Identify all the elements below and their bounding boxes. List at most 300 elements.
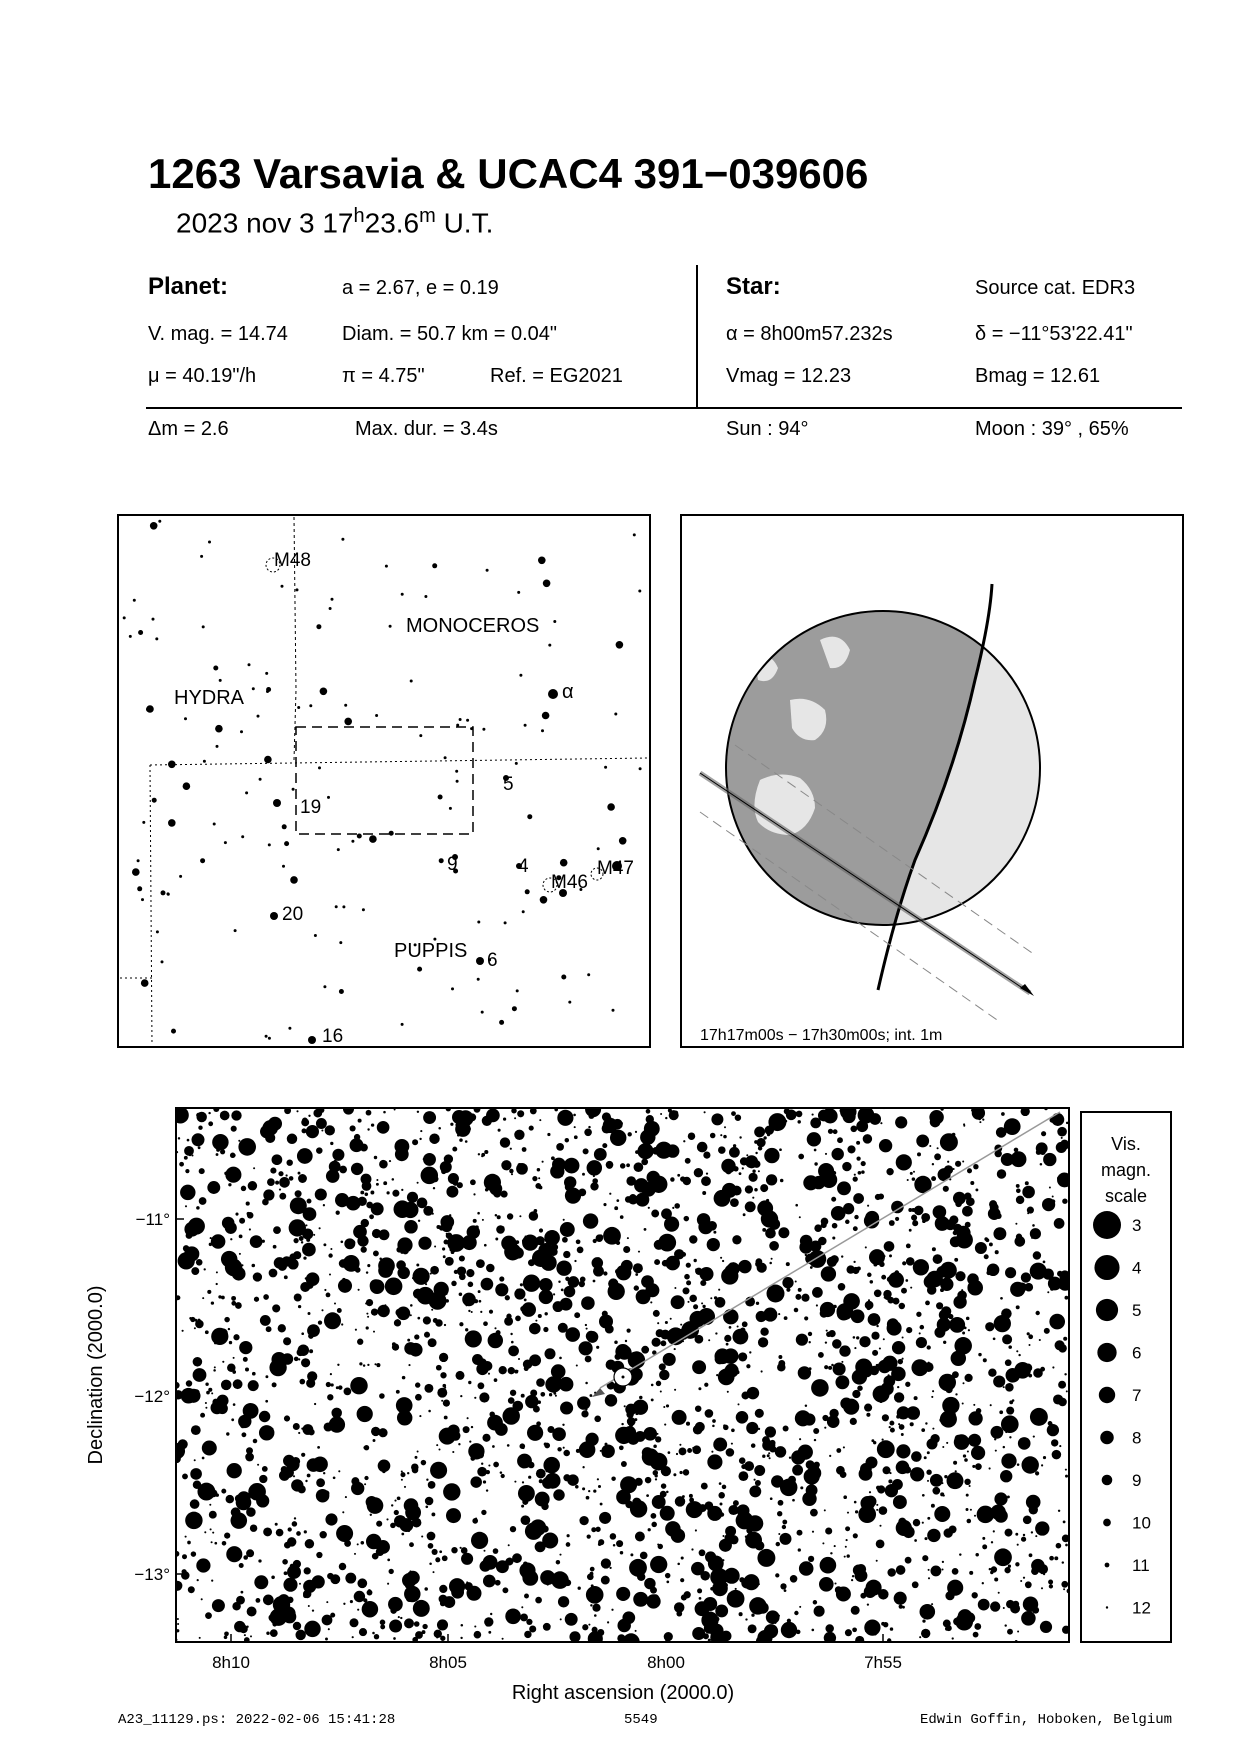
detail-star xyxy=(503,1117,506,1120)
detail-star xyxy=(361,1246,367,1252)
detail-star xyxy=(625,1340,627,1342)
detail-star xyxy=(1028,1520,1031,1523)
detail-star xyxy=(970,1181,974,1185)
detail-star xyxy=(732,1186,742,1196)
detail-star xyxy=(660,1340,666,1346)
detail-star xyxy=(259,1475,267,1483)
detail-star xyxy=(424,1332,430,1338)
detail-star xyxy=(653,1310,660,1317)
detail-star xyxy=(235,1302,242,1309)
finder-star xyxy=(553,620,556,623)
detail-star xyxy=(433,1571,435,1573)
detail-star xyxy=(837,1303,854,1320)
detail-star xyxy=(301,1332,304,1335)
detail-star xyxy=(197,1319,200,1322)
detail-star xyxy=(328,1628,330,1630)
detail-star xyxy=(682,1495,685,1498)
detail-star xyxy=(574,1312,580,1318)
finder-star xyxy=(200,555,203,558)
detail-star xyxy=(1065,1469,1067,1471)
detail-star xyxy=(828,1129,833,1134)
detail-star xyxy=(928,1569,930,1571)
detail-star xyxy=(714,1190,731,1207)
detail-star xyxy=(293,1560,301,1568)
detail-star xyxy=(777,1363,785,1371)
detail-star xyxy=(1051,1439,1058,1446)
detail-star xyxy=(739,1172,742,1175)
detail-star xyxy=(955,1393,957,1395)
x-tick-8h00: 8h00 xyxy=(647,1653,685,1672)
detail-star xyxy=(876,1364,879,1367)
detail-star xyxy=(642,1448,659,1465)
detail-star xyxy=(588,1631,603,1646)
detail-star xyxy=(511,1341,514,1344)
detail-star xyxy=(586,1331,597,1342)
detail-star xyxy=(770,1116,773,1119)
detail-star xyxy=(373,1250,379,1256)
detail-star xyxy=(889,1254,892,1257)
detail-star xyxy=(721,1574,729,1582)
detail-star xyxy=(479,1392,489,1402)
detail-star xyxy=(497,1215,501,1219)
detail-star xyxy=(1035,1471,1039,1475)
detail-star xyxy=(230,1153,236,1159)
detail-star xyxy=(919,1262,921,1264)
detail-star xyxy=(1015,1562,1019,1566)
detail-star xyxy=(758,1146,762,1150)
finder-star xyxy=(273,799,281,807)
detail-star xyxy=(478,1153,480,1155)
detail-star xyxy=(645,1477,651,1483)
detail-star xyxy=(861,1170,865,1174)
detail-star xyxy=(328,1253,332,1257)
detail-star xyxy=(934,1153,941,1160)
detail-star xyxy=(636,1289,651,1304)
detail-star xyxy=(994,1548,1012,1566)
detail-star xyxy=(510,1526,516,1532)
detail-star xyxy=(412,1139,418,1145)
detail-star xyxy=(797,1530,803,1536)
detail-star xyxy=(561,1289,564,1292)
detail-star xyxy=(1028,1334,1033,1339)
detail-star xyxy=(363,1446,366,1449)
detail-star xyxy=(590,1567,595,1572)
detail-star xyxy=(853,1226,858,1231)
detail-star xyxy=(1021,1456,1038,1473)
detail-star xyxy=(547,1133,550,1136)
detail-star xyxy=(247,1607,257,1617)
detail-star xyxy=(278,1324,286,1332)
detail-star xyxy=(432,1549,438,1555)
detail-star xyxy=(333,1476,336,1479)
detail-star xyxy=(512,1553,522,1563)
detail-star xyxy=(713,1231,716,1234)
detail-star xyxy=(743,1213,746,1216)
footer-author: Edwin Goffin, Hoboken, Belgium xyxy=(920,1712,1173,1728)
detail-star xyxy=(890,1627,893,1630)
detail-star xyxy=(574,1126,576,1128)
legend-dot-7 xyxy=(1099,1387,1115,1403)
detail-star xyxy=(1041,1464,1043,1466)
detail-star xyxy=(351,1163,363,1175)
star-vmag: Vmag = 12.23 xyxy=(726,365,852,387)
detail-star xyxy=(954,1258,958,1262)
detail-star xyxy=(330,1383,333,1386)
detail-star xyxy=(525,1523,542,1540)
detail-star xyxy=(1005,1431,1007,1433)
detail-star xyxy=(807,1132,821,1146)
detail-star xyxy=(312,1609,314,1611)
detail-star xyxy=(988,1368,996,1376)
detail-star xyxy=(366,1299,373,1306)
detail-star xyxy=(445,1292,447,1294)
detail-star xyxy=(856,1336,859,1339)
detail-star xyxy=(762,1455,765,1458)
detail-star xyxy=(585,1433,598,1446)
detail-star xyxy=(177,1623,179,1625)
detail-star xyxy=(516,1370,518,1372)
detail-star xyxy=(271,1576,275,1580)
detail-star xyxy=(825,1341,827,1343)
detail-star xyxy=(626,1432,628,1434)
finder-star xyxy=(424,595,427,598)
legend-label-8: 8 xyxy=(1132,1428,1142,1448)
detail-star xyxy=(699,1549,706,1556)
detail-star xyxy=(473,1219,477,1223)
detail-star xyxy=(253,1272,262,1281)
detail-star xyxy=(611,1476,615,1480)
detail-star xyxy=(212,1134,228,1150)
detail-star xyxy=(286,1257,290,1261)
detail-star xyxy=(307,1458,321,1472)
detail-star xyxy=(366,1534,381,1549)
detail-star xyxy=(345,1496,347,1498)
detail-star xyxy=(924,1456,927,1459)
legend-dot-4 xyxy=(1094,1255,1119,1280)
detail-star xyxy=(483,1555,498,1570)
detail-star xyxy=(674,1111,678,1115)
detail-star xyxy=(954,1434,970,1450)
detail-star xyxy=(715,1297,726,1308)
detail-star xyxy=(920,1325,925,1330)
detail-star xyxy=(505,1609,521,1625)
detail-star xyxy=(697,1213,710,1226)
detail-star xyxy=(231,1512,248,1529)
detail-star xyxy=(651,1513,657,1519)
detail-star xyxy=(808,1556,814,1562)
detail-star xyxy=(214,1235,220,1241)
detail-star xyxy=(525,1278,529,1282)
detail-star xyxy=(316,1147,322,1153)
finder-star xyxy=(616,641,624,649)
detail-star xyxy=(330,1142,333,1145)
detail-star xyxy=(523,1561,528,1566)
detail-star xyxy=(668,1451,671,1454)
detail-star xyxy=(593,1280,596,1283)
detail-star xyxy=(483,1575,496,1588)
detail-star xyxy=(883,1338,885,1340)
detail-star xyxy=(635,1431,646,1442)
detail-star xyxy=(422,1624,427,1629)
detail-star xyxy=(798,1288,802,1292)
legend-label-9: 9 xyxy=(1132,1471,1142,1490)
detail-star xyxy=(723,1369,725,1371)
detail-star xyxy=(754,1140,758,1144)
detail-star xyxy=(764,1148,779,1163)
detail-star xyxy=(744,1461,754,1471)
detail-star xyxy=(241,1432,246,1437)
detail-star xyxy=(301,1453,305,1457)
detail-star xyxy=(973,1164,978,1169)
detail-star xyxy=(231,1126,237,1132)
detail-star xyxy=(712,1419,716,1423)
detail-star xyxy=(593,1175,595,1177)
detail-star xyxy=(625,1501,633,1509)
detail-star xyxy=(605,1443,608,1446)
detail-star xyxy=(361,1541,365,1545)
detail-star xyxy=(973,1404,975,1406)
finder-star xyxy=(268,843,271,846)
detail-star xyxy=(339,1259,348,1268)
detail-star xyxy=(784,1316,788,1320)
detail-star xyxy=(761,1370,763,1372)
finder-star xyxy=(515,762,518,765)
detail-star xyxy=(337,1308,342,1313)
detail-star xyxy=(284,1571,288,1575)
detail-star xyxy=(936,1302,943,1309)
detail-star xyxy=(910,1287,912,1289)
detail-star xyxy=(495,1214,498,1217)
detail-star xyxy=(905,1279,908,1282)
label-m46: M46 xyxy=(551,872,588,893)
detail-star xyxy=(736,1411,749,1424)
detail-star xyxy=(429,1563,432,1566)
finder-star xyxy=(146,707,151,712)
detail-star xyxy=(219,1406,226,1413)
detail-star xyxy=(213,1369,216,1372)
detail-star xyxy=(841,1255,843,1257)
detail-star xyxy=(486,1470,490,1474)
detail-star xyxy=(865,1246,867,1248)
detail-star xyxy=(320,1531,327,1538)
detail-star xyxy=(577,1247,584,1254)
detail-star xyxy=(379,1393,385,1399)
detail-star xyxy=(758,1170,760,1172)
detail-star xyxy=(994,1577,998,1581)
detail-star xyxy=(995,1250,999,1254)
detail-star xyxy=(585,1101,601,1117)
detail-star xyxy=(191,1133,204,1146)
detail-star xyxy=(625,1196,632,1203)
detail-star xyxy=(993,1530,995,1532)
detail-star xyxy=(450,1123,453,1126)
detail-star xyxy=(401,1533,404,1536)
detail-star xyxy=(1005,1383,1014,1392)
detail-star xyxy=(470,1476,481,1487)
detail-star xyxy=(670,1318,672,1320)
detail-star xyxy=(1016,1184,1020,1188)
detail-star xyxy=(975,1242,987,1254)
detail-star xyxy=(825,1153,827,1155)
detail-star xyxy=(484,1244,487,1247)
detail-star xyxy=(861,1365,873,1377)
detail-star xyxy=(239,1218,245,1224)
detail-star xyxy=(379,1257,382,1260)
detail-star xyxy=(691,1548,693,1550)
detail-star xyxy=(786,1288,790,1292)
detail-star xyxy=(221,1380,232,1391)
event-datetime: 2023 nov 3 17$^h$23.6$^m$ U.T. xyxy=(176,205,494,239)
detail-star xyxy=(564,1286,576,1298)
detail-star xyxy=(794,1611,798,1615)
finder-star xyxy=(331,598,334,601)
detail-star xyxy=(488,1373,490,1375)
finder-star xyxy=(266,690,269,693)
detail-star xyxy=(225,1167,241,1183)
detail-star xyxy=(879,1525,881,1527)
detail-star xyxy=(829,1409,838,1418)
detail-star xyxy=(730,1198,739,1207)
detail-star xyxy=(341,1323,343,1325)
detail-star xyxy=(953,1295,966,1308)
detail-star xyxy=(376,1179,378,1181)
detail-star xyxy=(539,1278,553,1292)
detail-star xyxy=(474,1106,481,1113)
detail-star xyxy=(468,1443,484,1459)
detail-star xyxy=(514,1245,516,1247)
detail-star xyxy=(202,1440,217,1455)
detail-star xyxy=(912,1581,919,1588)
detail-star xyxy=(843,1495,847,1499)
detail-star xyxy=(296,1531,301,1536)
detail-star xyxy=(430,1462,447,1479)
detail-star xyxy=(326,1292,331,1297)
detail-star xyxy=(718,1492,725,1499)
detail-star xyxy=(792,1499,795,1502)
detail-star xyxy=(582,1624,588,1630)
detail-star xyxy=(635,1630,637,1632)
detail-star xyxy=(216,1271,218,1273)
finder-star xyxy=(284,841,289,846)
detail-star xyxy=(805,1405,807,1407)
star-delta: δ = −11°53'22.41" xyxy=(975,323,1133,345)
detail-star xyxy=(845,1629,852,1636)
detail-star xyxy=(985,1322,994,1331)
detail-star xyxy=(634,1285,639,1290)
detail-star xyxy=(867,1603,869,1605)
detail-star xyxy=(400,1250,404,1254)
detail-star xyxy=(952,1568,959,1575)
detail-star xyxy=(467,1417,469,1419)
planet-motion: μ = 40.19"/h xyxy=(148,365,257,387)
detail-star xyxy=(393,1637,396,1640)
detail-star xyxy=(704,1111,706,1113)
detail-star xyxy=(757,1138,766,1147)
detail-star xyxy=(569,1631,580,1642)
detail-star xyxy=(830,1552,832,1554)
detail-star xyxy=(460,1395,462,1397)
detail-star xyxy=(661,1466,671,1476)
planet-vmag: V. mag. = 14.74 xyxy=(148,323,288,345)
detail-star xyxy=(829,1455,831,1457)
detail-star xyxy=(902,1261,906,1265)
detail-star xyxy=(709,1607,711,1609)
detail-star xyxy=(747,1515,763,1531)
detail-star xyxy=(430,1266,439,1275)
detail-star xyxy=(259,1411,270,1422)
detail-star xyxy=(270,1168,276,1174)
detail-star xyxy=(695,1529,697,1531)
detail-star xyxy=(672,1410,687,1425)
detail-star xyxy=(465,1328,468,1331)
detail-star xyxy=(916,1134,929,1147)
detail-star xyxy=(394,1200,412,1218)
detail-star xyxy=(398,1616,400,1618)
detail-star xyxy=(809,1367,812,1370)
detail-star xyxy=(680,1324,682,1326)
detail-star xyxy=(962,1402,964,1404)
detail-star xyxy=(812,1114,814,1116)
detail-star xyxy=(457,1134,460,1137)
detail-star xyxy=(349,1618,358,1627)
detail-star xyxy=(259,1425,274,1440)
detail-chart xyxy=(85,1101,1073,1704)
detail-star xyxy=(722,1559,724,1561)
finder-star xyxy=(517,591,520,594)
detail-star xyxy=(910,1422,914,1426)
detail-star xyxy=(224,1317,230,1323)
detail-star xyxy=(507,1444,510,1447)
detail-star xyxy=(674,1348,676,1350)
detail-star xyxy=(377,1305,389,1317)
detail-star xyxy=(989,1200,997,1208)
detail-star xyxy=(212,1532,214,1534)
detail-star xyxy=(473,1193,475,1195)
label-16: 16 xyxy=(322,1026,344,1047)
detail-star xyxy=(603,1227,621,1245)
detail-star xyxy=(969,1571,973,1575)
detail-star xyxy=(885,1484,898,1497)
detail-star xyxy=(227,1463,242,1478)
finder-star xyxy=(389,625,392,628)
detail-star xyxy=(663,1353,676,1366)
detail-star xyxy=(501,1474,505,1478)
detail-star xyxy=(1033,1251,1041,1259)
detail-star xyxy=(764,1624,778,1638)
detail-star xyxy=(778,1355,782,1359)
detail-star xyxy=(427,1532,436,1541)
detail-star xyxy=(880,1122,882,1124)
detail-star xyxy=(677,1563,680,1566)
detail-star xyxy=(610,1567,612,1569)
detail-star xyxy=(660,1390,662,1392)
detail-star xyxy=(927,1345,931,1349)
detail-star xyxy=(963,1125,965,1127)
detail-star xyxy=(831,1148,843,1160)
finder-star xyxy=(270,912,278,920)
legend-dot-9 xyxy=(1102,1475,1113,1486)
finder-star xyxy=(362,908,365,911)
detail-star xyxy=(187,1541,191,1545)
detail-star xyxy=(678,1531,682,1535)
detail-star xyxy=(626,1163,630,1167)
detail-star xyxy=(953,1231,958,1236)
detail-star xyxy=(273,1226,281,1234)
detail-star xyxy=(964,1193,971,1200)
detail-star xyxy=(870,1280,873,1283)
detail-star xyxy=(376,1548,384,1556)
detail-star xyxy=(789,1457,791,1459)
